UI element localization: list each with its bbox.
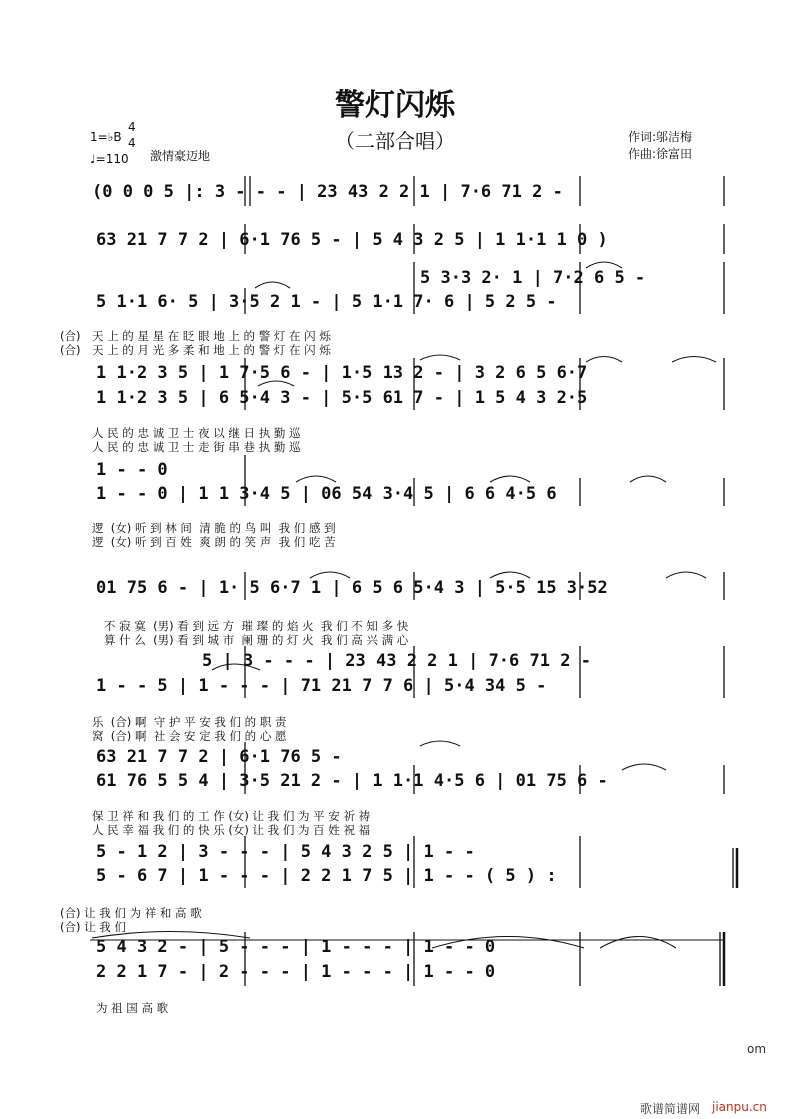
slurs bbox=[92, 262, 716, 948]
system-6-lyric-line-2: 算 什 么 (男) 看 到 城 市 阑 珊 的 灯 火 我 们 高 兴 满 心 bbox=[104, 633, 409, 647]
time-signature-top: 4 bbox=[128, 120, 136, 134]
system-7-upper-notes: 5 | 3 - - - | 23 43 2 2 1 | 7·6 71 2 - bbox=[202, 651, 591, 671]
system-5-lyric-line-2: 逻 (女) 听 到 百 姓 爽 朗 的 笑 声 我 们 吃 苦 bbox=[92, 535, 336, 549]
key-signature: 1=♭B bbox=[90, 130, 122, 144]
system-8-lyric-line-2: 人 民 幸 福 我 们 的 快 乐 (女) 让 我 们 为 百 姓 祝 福 bbox=[92, 823, 371, 837]
system-4-lyric-line-1: 人 民 的 忠 诚 卫 士 夜 以 继 日 执 勤 巡 bbox=[92, 426, 301, 440]
system-9-lyric-line-1: (合) 让 我 们 为 祥 和 高 歌 bbox=[60, 906, 202, 920]
page-subtitle: （二部合唱） bbox=[335, 129, 455, 153]
system-10-lyric-line-1: 为 祖 国 高 歌 bbox=[96, 1001, 169, 1015]
system-9-upper-notes: 5 - 1 2 | 3 - - - | 5 4 3 2 5 | 1 - - bbox=[96, 842, 475, 862]
system-4-lower-notes: 1 1·2 3 5 | 6 5·4 3 - | 5·5 61 7 - | 1 5 4 3 2·5 bbox=[96, 388, 588, 408]
system-6-notes: 01 75 6 - | 1· 5 6·7 1 | 6 5 6 5·4 3 | 5·5 15 3·52 bbox=[96, 578, 608, 598]
system-8-lyric-line-1: 保 卫 祥 和 我 们 的 工 作 (女) 让 我 们 为 平 安 祈 祷 bbox=[92, 809, 371, 823]
system-3-lyric-line-1: 天 上 的 星 星 在 眨 眼 地 上 的 警 灯 在 闪 烁 bbox=[92, 329, 331, 343]
watermark-site-name: 歌谱简谱网 bbox=[640, 1102, 701, 1116]
system-3-lyric-tag-2: (合) bbox=[60, 343, 81, 357]
system-3-upper-notes: 5 3·3 2· 1 | 7·2 6 5 - bbox=[420, 268, 646, 288]
time-signature-bottom: 4 bbox=[128, 136, 136, 150]
system-9-lyric-line-2: (合) 让 我 们 bbox=[60, 920, 126, 934]
page-title: 警灯闪烁 bbox=[335, 88, 455, 123]
system-4-lyric-line-2: 人 民 的 忠 诚 卫 士 走 街 串 巷 执 勤 巡 bbox=[92, 440, 301, 454]
system-6-lyric-line-1: 不 寂 寞 (男) 看 到 远 方 璀 璨 的 焰 火 我 们 不 知 多 快 bbox=[104, 619, 409, 633]
system-2-notes: 63 21 7 7 2 | 6·1 76 5 - | 5 4 3 2 5 | 1 1·1 1 0 ) bbox=[96, 230, 608, 250]
system-8-upper-notes: 63 21 7 7 2 | 6·1 76 5 - bbox=[96, 747, 342, 767]
system-7-lyric-line-2: 窝 (合) 啊 社 会 安 定 我 们 的 心 愿 bbox=[92, 729, 287, 743]
system-7-lower-notes: 1 - - 5 | 1 - - - | 71 21 7 7 6 | 5·4 34 5 - bbox=[96, 676, 547, 696]
system-10-lower-notes: 2 2 1 7 - | 2 - - - | 1 - - - | 1 - - 0 bbox=[96, 962, 496, 982]
system-3-lyric-tag-1: (合) bbox=[60, 329, 81, 343]
system-7-lyric-line-1: 乐 (合) 啊 守 护 平 安 我 们 的 职 责 bbox=[92, 715, 287, 729]
system-4-upper-notes: 1 1·2 3 5 | 1 7·5 6 - | 1·5 13 2 - | 3 2 6 5 6·7 bbox=[96, 363, 588, 383]
system-5-upper-notes: 1 - - 0 bbox=[96, 460, 168, 480]
page-mark: om bbox=[747, 1042, 767, 1056]
system-3-lower-notes: 5 1·1 6· 5 | 3·5 2 1 - | 5 1·1 7· 6 | 5 2 5 - bbox=[96, 292, 557, 312]
composer-credit: 作曲:徐富田 bbox=[628, 147, 693, 161]
lyricist-credit: 作词:邬洁梅 bbox=[628, 130, 693, 144]
system-8-lower-notes: 61 76 5 5 4 | 3·5 21 2 - | 1 1·1 4·5 6 | 01 75 6 - bbox=[96, 771, 608, 791]
system-5-lower-notes: 1 - - 0 | 1 1 3·4 5 | 06 54 3·4 5 | 6 6 4·5 6 bbox=[96, 484, 557, 504]
barlines bbox=[245, 176, 737, 986]
expression-marking: 激情豪迈地 bbox=[150, 149, 211, 163]
system-9-lower-notes: 5 - 6 7 | 1 - - - | 2 2 1 7 5 | 1 - - ( 5 ) : bbox=[96, 866, 557, 886]
watermark-site-url: jianpu.cn bbox=[712, 1100, 767, 1114]
tempo-marking: ♩=110 bbox=[90, 152, 129, 166]
system-3-lyric-line-2: 天 上 的 月 光 多 柔 和 地 上 的 警 灯 在 闪 烁 bbox=[92, 343, 331, 357]
system-1-notes: (0 0 0 5 |: 3 - - - | 23 43 2 2 1 | 7·6 71 2 - bbox=[92, 182, 563, 202]
system-5-lyric-line-1: 逻 (女) 听 到 林 间 清 脆 的 鸟 叫 我 们 感 到 bbox=[92, 521, 336, 535]
system-10-upper-notes: 5 4 3 2 - | 5 - - - | 1 - - - | 1 - - 0 bbox=[96, 937, 496, 957]
